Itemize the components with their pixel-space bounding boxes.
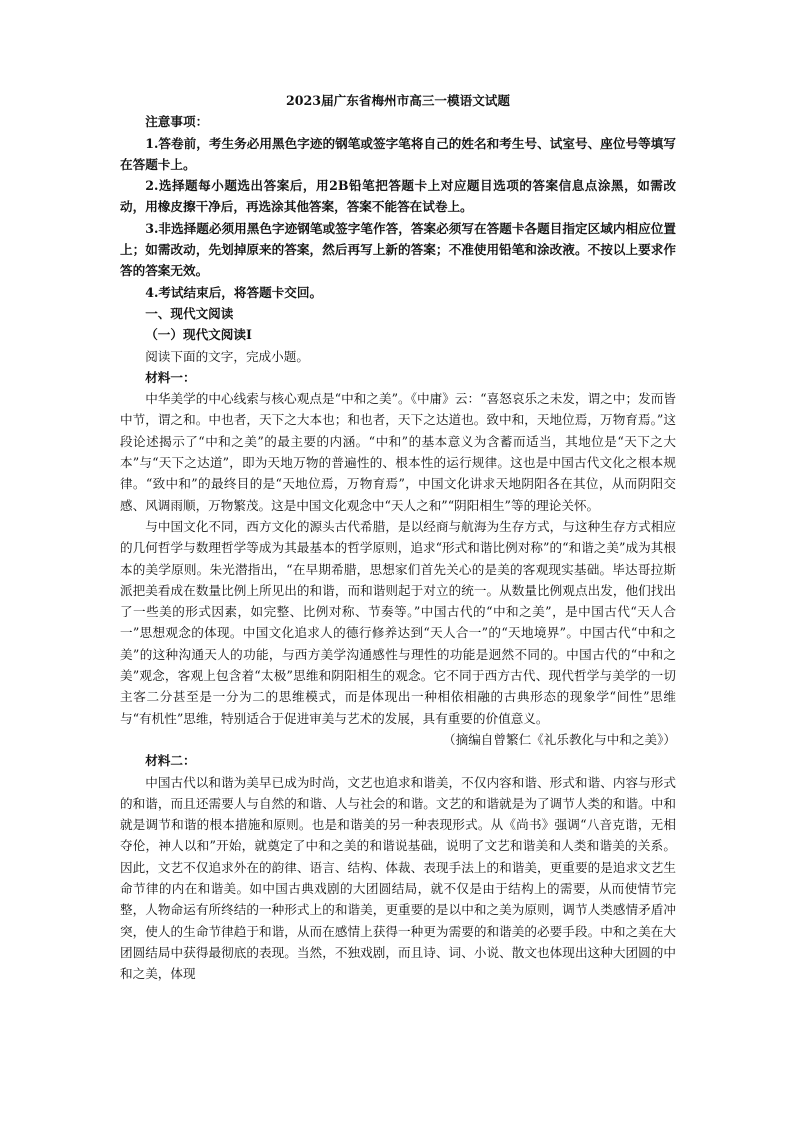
material1-paragraph: 与中国文化不同，西方文化的源头古代希腊，是以经商与航海为生存方式，与这种生存方式相应的几何哲学与数理哲学等成为其最基本的哲学原则，追求“形式和谐比例对称”的“和谐之美”成为其根本的美学原则。朱光潜指出，“在早期希腊，思想家们首先关心的是美的客观现实基础。毕达哥拉斯派把美看成在数量比例上所见出的和谐，而和谐则起于对立的统一。从数量比例观点出发，他们找出了一些美的形式因素，如完整、比例对称、节奏等。”中国古代的“中和之美”，是中国古代“天人合一”思想观念的体现。中国文化追求人的德行修养达到“天人合一”的“天地境界”。中国古代“中和之美”的这种沟通天人的功能，与西方美学沟通感性与理性的功能是迥然不同的。中国古代的“中和之美”观念，客观上包含着“太极”思维和阴阳相生的观念。它不同于西方古代、现代哲学与美学的一切主客二分甚至是一分为二的思维模式，而是体现出一种相依相融的古典形态的现象学“间性”思维与“有机性”思维，特别适合于促进审美与艺术的发展，具有重要的价值意义。 <box>120 518 676 726</box>
notice-item: 1.答卷前，考生务必用黑色字迹的钢笔或签字笔将自己的姓名和考生号、试室号、座位号等填写在答题卡上。 <box>120 135 676 172</box>
exam-page <box>120 90 676 984</box>
material1-label: 材料一： <box>145 369 196 385</box>
material1-source: （摘编自曾繁仁《礼乐教化与中和之美》） <box>443 731 676 747</box>
notice-item: 4.考试结束后，将答题卡交回。 <box>145 284 323 300</box>
notice-heading: 注意事项： <box>145 114 209 130</box>
instruction-text: 阅读下面的文字，完成小题。 <box>145 348 309 364</box>
subsection-heading: （一）现代文阅读Ⅰ <box>145 327 252 343</box>
notice-item: 2.选择题每小题选出答案后，用2B铅笔把答题卡上对应题目选项的答案信息点涂黑，如需改动，用橡皮擦干净后，再选涂其他答案，答案不能答在试卷上。 <box>120 178 676 215</box>
notice-item: 3.非选择题必须用黑色字迹钢笔或签字笔作答，答案必须写在答题卡各题目指定区域内相应位置上；如需改动，先划掉原来的答案，然后再写上新的答案；不准使用铅笔和涂改液。不按以上要求作答的答案无效。 <box>120 220 676 279</box>
exam-title: 2023届广东省梅州市高三一模语文试题 <box>286 93 510 108</box>
material2-paragraph: 中国古代以和谐为美早已成为时尚，文艺也追求和谐美，不仅内容和谐、形式和谐、内容与形式的和谐，而且还需要人与自然的和谐、人与社会的和谐。文艺的和谐就是为了调节人类的和谐。中和就是调节和谐的根本措施和原则。也是和谐美的另一种表现形式。从《尚书》强调“八音克谐，无相夺伦，神人以和”开始，就奠定了中和之美的和谐说基础，说明了文艺和谐美和人类和谐美的关系。因此，文艺不仅追求外在的韵律、语言、结构、体裁、表现手法上的和谐美，更重要的是追求文艺生命节律的内在和谐美。如中国古典戏剧的大团圆结局，就不仅是由于结构上的需要，从而使情节完整，人物命运有所终结的一种形式上的和谐美，更重要的是以中和之美为原则，调节人类感情矛盾冲突，使人的生命节律趋于和谐，从而在感情上获得一种更为需要的和谐美的必要手段。中和之美在大团圆结局中获得最彻底的表现。当然，不独戏剧，而且诗、词、小说、散文也体现出这种大团圆的中和之美，体现 <box>120 774 676 982</box>
material2-label: 材料二： <box>145 753 196 769</box>
material1-paragraph: 中华美学的中心线索与核心观点是“中和之美”。《中庸》云：“喜怒哀乐之未发，谓之中；发而皆中节，谓之和。中也者，天下之大本也；和也者，天下之达道也。致中和，天地位焉，万物育焉。”这段论述揭示了“中和之美”的最主要的内涵。“中和”的基本意义为含蓄而适当，其地位是“天下之大本”与“天下之达道”，即为天地万物的普遍性的、根本性的运行规律。这也是中国古代文化之根本规律。“致中和”的最终目的是“天地位焉，万物育焉”，中国文化讲求天地阴阳各在其位，从而阴阳交感、风调雨顺，万物繁茂。这是中国文化观念中“天人之和”“阴阳相生”等的理论关怀。 <box>120 391 676 513</box>
section-heading: 一、现代文阅读 <box>145 305 234 321</box>
